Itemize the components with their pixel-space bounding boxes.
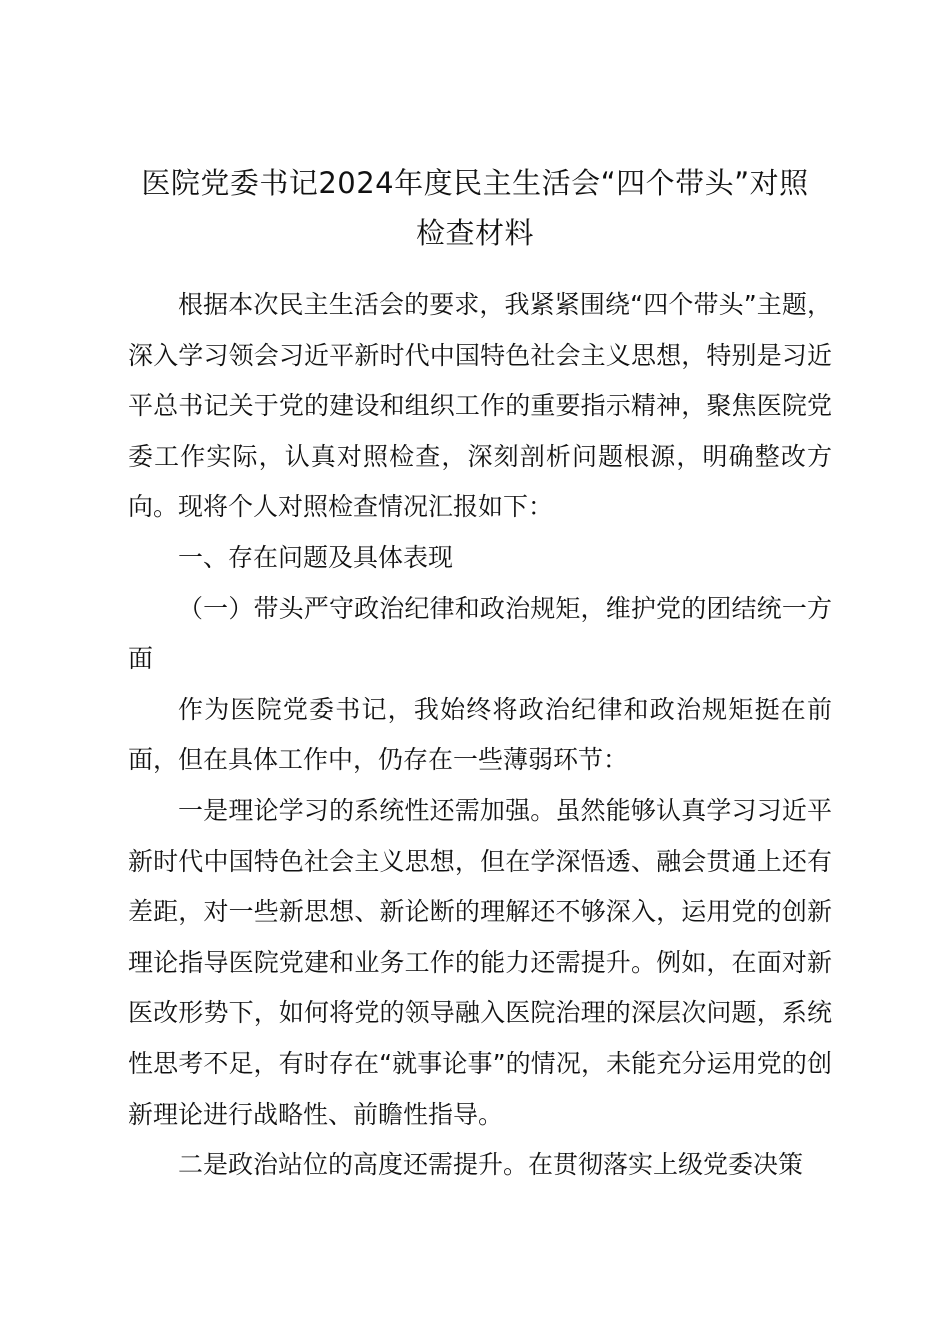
document-body	[128, 280, 832, 1191]
document-title	[110, 158, 840, 258]
subsection-heading: （一）带头严守政治纪律和政治规矩，维护党的团结统一方面	[128, 593, 832, 674]
intro-paragraph: 根据本次民主生活会的要求，我紧紧围绕“四个带头”主题，深入学习领会习近平新时代中国特色社会主义思想，特别是习近平总书记关于党的建设和组织工作的重要指示精神，聚焦医院党委工作实际，认真对照检查，深刻剖析问题根源，明确整改方向。现将个人对照检查情况汇报如下：	[128, 290, 832, 522]
section-heading: 一、存在问题及具体表现	[178, 542, 454, 572]
document-title-line2: 检查材料	[415, 216, 534, 250]
body-paragraph: 二是政治站位的高度还需提升。在贯彻落实上级党委决策	[178, 1150, 804, 1180]
body-paragraph: 作为医院党委书记，我始终将政治纪律和政治规矩挺在前面，但在具体工作中，仍存在一些薄弱环节：	[128, 694, 832, 775]
document-title-line1: 医院党委书记2024年度民主生活会“四个带头”对照	[141, 166, 809, 200]
body-paragraph: 一是理论学习的系统性还需加强。虽然能够认真学习习近平新时代中国特色社会主义思想，但在学深悟透、融会贯通上还有差距，对一些新思想、新论断的理解还不够深入，运用党的创新理论指导医院党建和业务工作的能力还需提升。例如，在面对新医改形势下，如何将党的领导融入医院治理的深层次问题，系统性思考不足，有时存在“就事论事”的情况，未能充分运用党的创新理论进行战略性、前瞻性指导。	[128, 795, 832, 1129]
